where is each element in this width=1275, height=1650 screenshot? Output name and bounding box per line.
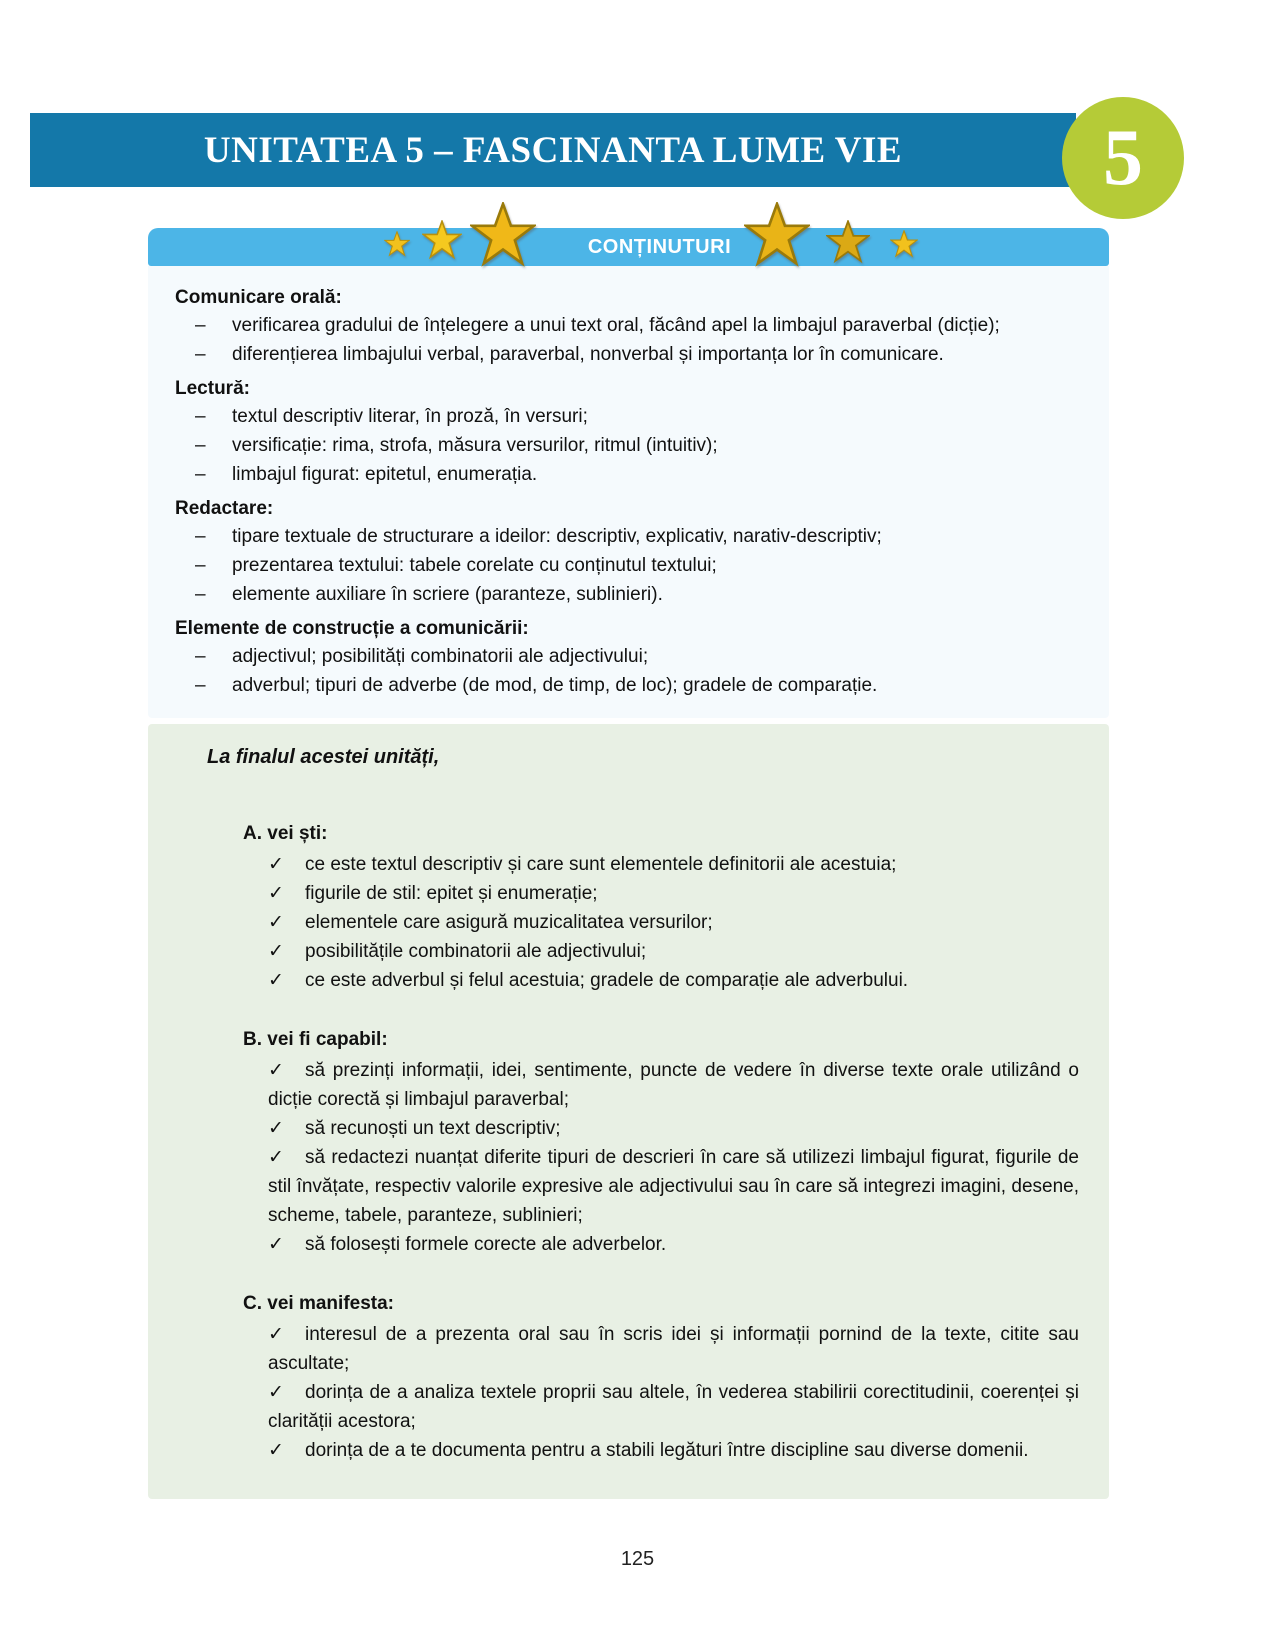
list-item-text: să redactezi nuanțat diferite tipuri de descrieri în care să utilizezi limbajul figurat, figurile de stil învățate, respectiv valorile expresive ale adjectivului sau în care să integrezi imagini, desene, scheme, tabele, paranteze, sublinieri;	[268, 1147, 1079, 1226]
list-item-text: să folosești formele corecte ale adverbelor.	[305, 1234, 667, 1255]
list-item	[243, 908, 1079, 937]
outcomes-group-b	[243, 1025, 1079, 1259]
list-item	[243, 1436, 1079, 1465]
group-label: A. vei ști:	[243, 823, 328, 844]
list-item	[243, 1056, 1079, 1114]
unit-number-badge	[1062, 97, 1184, 219]
check-marker: ✓	[268, 912, 284, 933]
dash-marker: –	[195, 555, 206, 576]
list-item-text: elementele care asigură muzicalitatea versurilor;	[305, 912, 713, 933]
star-icon	[744, 202, 810, 268]
check-marker: ✓	[268, 941, 284, 962]
list-item-text: interesul de a prezenta oral sau în scris idei și informații pornind de la texte, citite sau ascultate;	[268, 1324, 1079, 1374]
star-icon	[384, 231, 410, 257]
group-label: C. vei manifesta:	[243, 1293, 394, 1314]
list-item	[243, 1143, 1079, 1230]
list-item-text: textul descriptiv literar, în proză, în versuri;	[232, 406, 588, 427]
check-marker: ✓	[268, 1382, 284, 1403]
unit-title: UNITATEA 5 – FASCINANTA LUME VIE	[203, 129, 903, 171]
dash-marker: –	[195, 435, 206, 456]
list-item	[175, 580, 1079, 609]
section-elemente-constructie	[175, 618, 1079, 700]
list-item-text: limbajul figurat: epitetul, enumerația.	[232, 464, 538, 485]
section-heading: Redactare:	[175, 498, 274, 519]
section-lectura	[175, 378, 1079, 489]
section-heading: Comunicare orală:	[175, 287, 342, 308]
list-item	[175, 311, 1079, 340]
list-item	[243, 1320, 1079, 1378]
page-number: 125	[620, 1548, 655, 1570]
section-comunicare-orala	[175, 287, 1079, 369]
section-redactare	[175, 498, 1079, 609]
list-item-text: prezentarea textului: tabele corelate cu conținutul textului;	[232, 555, 717, 576]
list-item-text: dorința de a te documenta pentru a stabili legături între discipline sau diverse domenii.	[305, 1440, 1029, 1461]
list-item	[175, 402, 1079, 431]
list-item-text: diferențierea limbajului verbal, paraverbal, nonverbal și importanța lor în comunicare.	[232, 344, 944, 365]
section-heading: Lectură:	[175, 378, 250, 399]
outcomes-intro: La finalul acestei unități,	[207, 746, 440, 768]
check-marker: ✓	[268, 970, 284, 991]
list-item	[175, 642, 1079, 671]
star-icon	[470, 202, 536, 268]
dash-marker: –	[195, 526, 206, 547]
check-marker: ✓	[268, 1440, 284, 1461]
list-item-text: să prezinți informații, idei, sentimente, puncte de vedere în diverse texte orale utilizând o dicție corectă și limbajul paraverbal;	[268, 1060, 1079, 1110]
check-marker: ✓	[268, 1234, 284, 1255]
list-item	[243, 850, 1079, 879]
list-item	[175, 340, 1079, 369]
check-marker: ✓	[268, 854, 284, 875]
list-item-text: figurile de stil: epitet și enumerație;	[305, 883, 598, 904]
list-item	[243, 1230, 1079, 1259]
list-item	[243, 879, 1079, 908]
dash-marker: –	[195, 344, 206, 365]
content-column	[148, 228, 1109, 1499]
list-item-text: adjectivul; posibilități combinatorii ale adjectivului;	[232, 646, 649, 667]
star-icon	[826, 220, 870, 264]
list-item-text: elemente auxiliare în scriere (paranteze, sublinieri).	[232, 584, 663, 605]
dash-marker: –	[195, 584, 206, 605]
dash-marker: –	[195, 315, 206, 336]
check-marker: ✓	[268, 1324, 284, 1345]
list-item-text: adverbul; tipuri de adverbe (de mod, de timp, de loc); gradele de comparație.	[232, 675, 878, 696]
check-marker: ✓	[268, 883, 284, 904]
list-item-text: versificație: rima, strofa, măsura versurilor, ritmul (intuitiv);	[232, 435, 718, 456]
list-item-text: posibilitățile combinatorii ale adjectivului;	[305, 941, 647, 962]
dash-marker: –	[195, 464, 206, 485]
list-item-text: ce este adverbul și felul acestuia; gradele de comparație ale adverbului.	[305, 970, 909, 991]
star-icon	[890, 230, 918, 258]
dash-marker: –	[195, 675, 206, 696]
list-item-text: să recunoști un text descriptiv;	[305, 1118, 561, 1139]
dash-marker: –	[195, 406, 206, 427]
contents-bar-label: CONȚINUTURI	[587, 236, 732, 258]
list-item-text: tipare textuale de structurare a ideilor: descriptiv, explicativ, narativ-descriptiv;	[232, 526, 882, 547]
contents-panel	[148, 266, 1109, 718]
outcomes-group-a	[243, 819, 1079, 995]
list-item-text: verificarea gradului de înțelegere a unui text oral, făcând apel la limbajul paraverbal (dicție);	[232, 315, 1000, 336]
list-item	[175, 522, 1079, 551]
list-item	[175, 551, 1079, 580]
unit-header-banner	[30, 113, 1076, 187]
group-label: B. vei fi capabil:	[243, 1029, 388, 1050]
check-marker: ✓	[268, 1118, 284, 1139]
list-item	[243, 937, 1079, 966]
outcomes-panel	[148, 724, 1109, 1499]
section-heading: Elemente de construcție a comunicării:	[175, 618, 529, 639]
check-marker: ✓	[268, 1060, 284, 1081]
list-item-text: dorința de a analiza textele proprii sau altele, în vederea stabilirii corectitudinii, coerenței și clarității acestora;	[268, 1382, 1079, 1432]
outcomes-group-c	[243, 1289, 1079, 1465]
list-item	[175, 431, 1079, 460]
list-item	[243, 1378, 1079, 1436]
list-item	[175, 460, 1079, 489]
unit-number: 5	[1103, 113, 1143, 202]
dash-marker: –	[195, 646, 206, 667]
list-item	[243, 966, 1079, 995]
star-icon	[422, 220, 462, 260]
contents-bar	[148, 228, 1109, 266]
check-marker: ✓	[268, 1147, 284, 1168]
list-item	[175, 671, 1079, 700]
list-item	[243, 1114, 1079, 1143]
list-item-text: ce este textul descriptiv și care sunt elementele definitorii ale acestuia;	[305, 854, 897, 875]
